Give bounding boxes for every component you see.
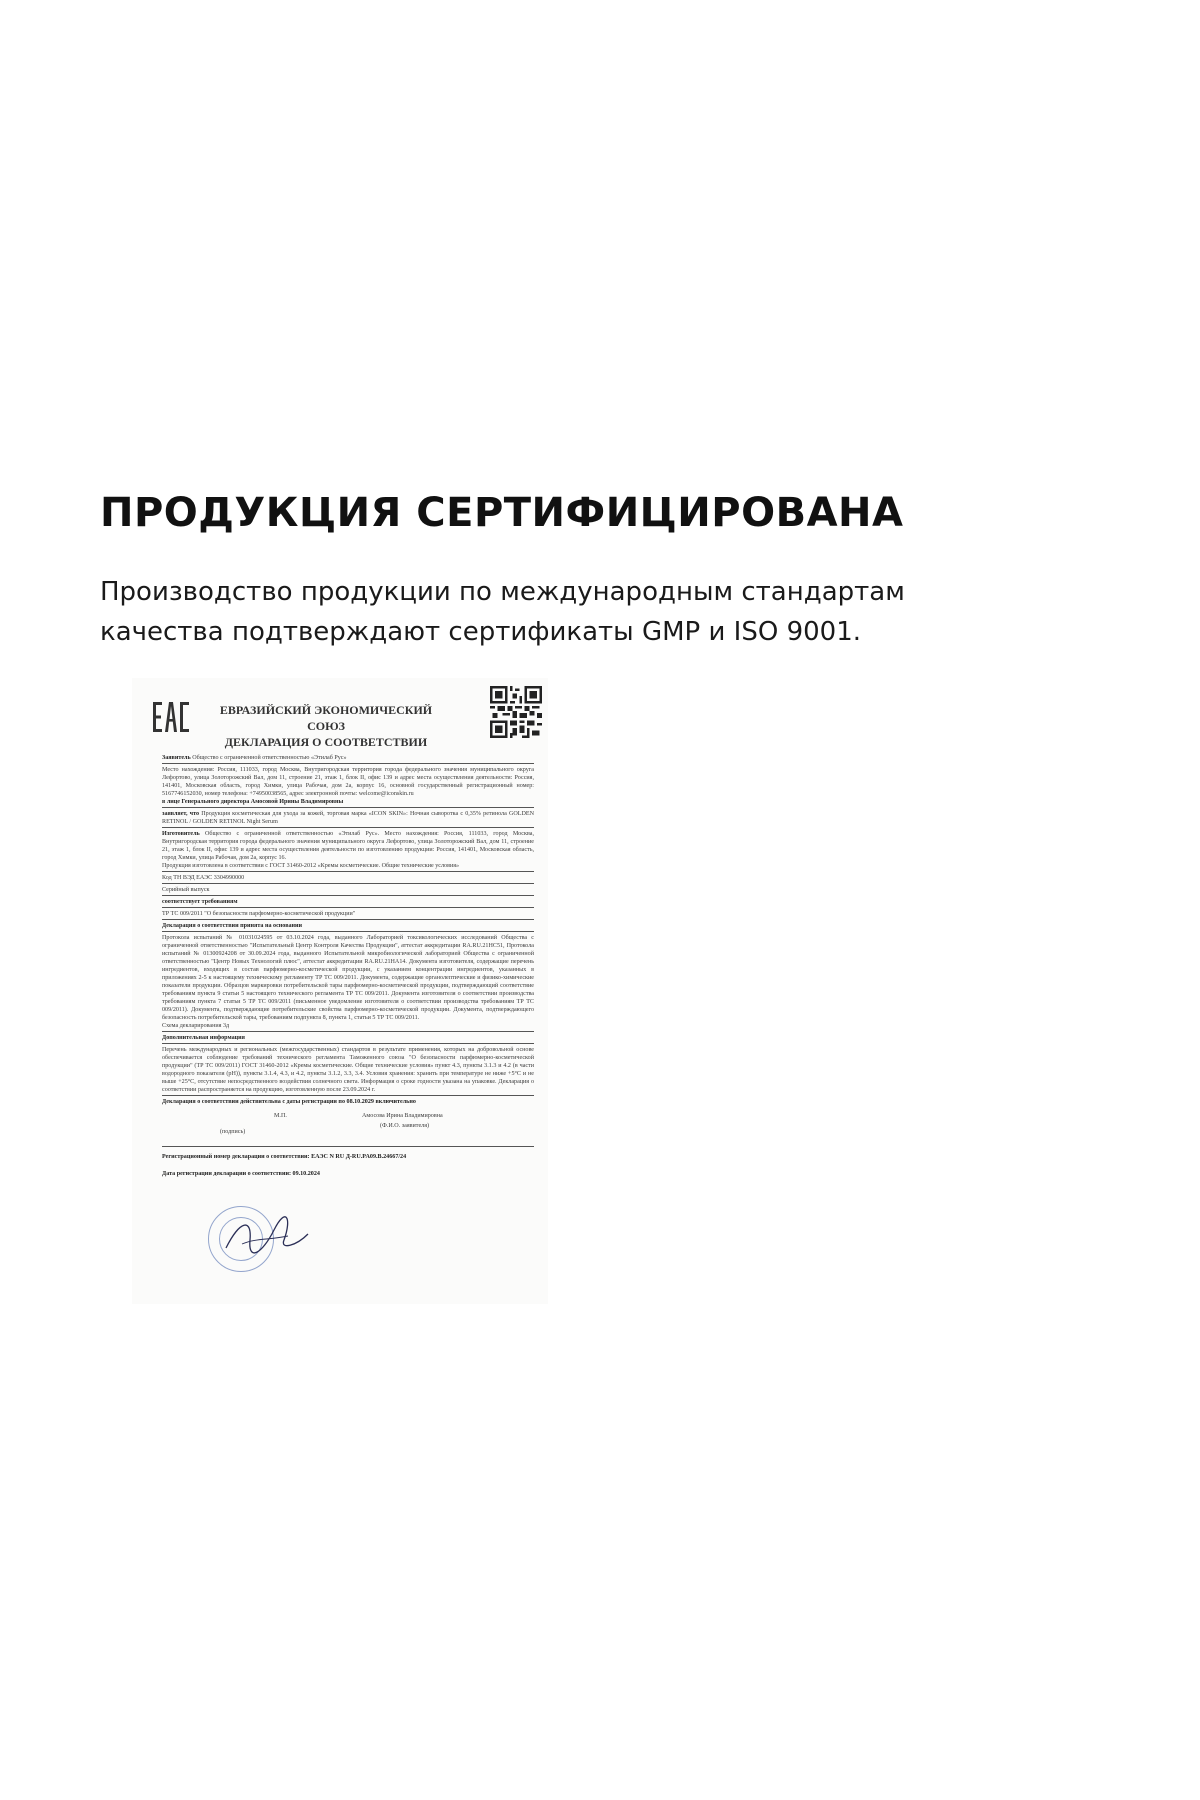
applicant: Общество с ограниченной ответственностью «Этилаб Рус» (192, 755, 347, 761)
technical-regulation: ТР ТС 009/2011 "О безопасности парфюмерно-косметической продукции" (162, 911, 356, 917)
declaration-of-conformity-image (132, 678, 548, 1304)
additional-info: Перечень международных и региональных (межгосударственных) стандартов в результате применения, которых на добровольной основе обеспечивается соблюдение требований технического регламента Таможенного союза "О безопасности парфюмерно-косметической продукции" (ТР ТС 009/2011) ГОСТ 31460-2012 «Кремы косметические. Общие технические условия» пункт 4.3, пункты 3.1.3 и 4.2 (в части водородного показателя (pH)), пункты 3.1.4, 4.3, и 4.2, пункты 3.1.2, 3.3, 3.4. Условия хранения: хранить при температуре не ниже +5°С и не выше +25°С, отсутствие непосредственного воздействия солнечного света. Информация о сроке годности указана на упаковке. Декларация о соответствии распространяется на продукцию, изготовленную после 23.09.2024 г. (162, 1047, 534, 1093)
document-title-line-1: ЕВРАЗИЙСКИЙ ЭКОНОМИЧЕСКИЙ СОЮЗ (219, 703, 433, 733)
basis-label: Декларация о соответствии принята на основании (162, 923, 303, 929)
declaration-text (162, 754, 534, 1178)
page-subtitle (100, 572, 1020, 652)
document-title-line-2: ДЕКЛАРАЦИЯ О СООТВЕТСТВИИ (224, 735, 428, 749)
subtitle-line-2: качества подтверждают сертификаты GMP и ISO 9001. (100, 617, 861, 647)
basis-text: Протокола испытаний № 01031024595 от 03.10.2024 года, выданного Лабораторией токсикологических исследований Общества с ограниченной ответственностью "Испытательный Центр Контроля Качества Продукции", аттестат аккредитации RA.RU.21HC51, Протокола испытаний № 01300924208 от 30.09.2024 года, выданного Испытательной микробиологической лабораторией Общества с ограниченной ответственностью "Центр Новых Технологий плюс", аттестат аккредитации RA.RU.21HA14. Документа изготовителя, содержащие перечень ингредиентов, входящих в состав парфюмерно-косметической продукции, с указанием концентрации ингредиентов, указанных в приложениях 2-5 к настоящему техническому регламенту ТР ТС 009/2011. Документа, содержащие органолептические и физико-химические показатели продукции. Образцов маркировки потребительской тары парфюмерно-косметической продукции, подтверждающий соответствие требованиям пункта 9 статьи 5 настоящего технического регламента ТР ТС 009/2011. Документа изготовителя о соответствии производства требованиям пункта 7 статьи 5 ТР ТС 009/2011 (письменное уведомление изготовителя о соответствии производства требованиям ТР ТС 009/2011). Документа, подтверждающие потребительские свойства парфюмерно-косметической продукции. Документа, подтверждающего безопасность потребительской тары, требованиям подпункта 8, пункта 1, статьи 5 ТР ТС 009/2011. (162, 935, 534, 1021)
signer-caption: (Ф.И.О. заявителя) (380, 1123, 430, 1129)
manufacturer-label: Изготовитель (162, 831, 200, 837)
manufacturer: Общество с ограниченной ответственностью «Этилаб Рус». Место нахождения: Россия, 111033, город Москва, Внутригородская территория города федерального значения муниципального округа Лефортово, улица Золоторожский Вал, дом 11, строение 21, этаж 1, блок II, офис 139 и адрес места осуществления деятельности по изготовлению продукции: Россия, 141401, Московская область, город Химки, улица Рабочая, дом 2а, корпус 16. (162, 831, 534, 861)
validity-period: Декларация о соответствии действительна с даты регистрации по 08.10.2029 включительно (162, 1099, 416, 1105)
product-description: Продукция косметическая для ухода за кожей, торговая марка «ICON SKIN»: Ночная сыворотка с 0,35% ретинола GOLDEN RETINOL / GOLDEN RETINOL Night Serum (162, 811, 535, 825)
serial-production: Серийный выпуск (162, 887, 210, 893)
signature-mark (222, 1210, 312, 1260)
signer-name: Амосова Ирина Владимировна (362, 1113, 443, 1119)
registration-number: Регистрационный номер декларации о соответствии: ЕАЭС N RU Д-RU.PA09.В.24667/24 (162, 1154, 407, 1160)
additional-info-label: Дополнительная информация (162, 1035, 245, 1041)
tn-ved-code: Код ТН ВЭД ЕАЭС 3304990000 (162, 875, 245, 881)
signature-caption: (подпись) (220, 1129, 246, 1135)
page-title: ПРОДУКЦИЯ СЕРТИФИЦИРОВАНА (100, 490, 904, 536)
qr-code-icon (490, 686, 542, 738)
applicant-address: Место нахождения: Россия, 111033, город Москва, Внутригородская территория города федерального значения муниципального округа Лефортово, улица Золоторожский Вал, дом 11, строение 21, этаж 1, блок II, офис 139 и адрес места осуществления деятельности: Россия, 141401, Московская область, город Химки, улица Рабочая, дом 2а, корпус 16, основной государственный регистрационный номер: 5167746152030, номер телефона: +74950038565, адрес электронной почты: welcome@iconskin.ru (162, 767, 534, 797)
declares-label: заявляет, что (162, 811, 200, 817)
representative: в лице Генерального директора Амосовой Ирины Владимировны (162, 799, 344, 805)
subtitle-line-1: Производство продукции по международным стандартам (100, 577, 905, 607)
product-standard: Продукция изготовлена в соответствии с ГОСТ 31460-2012 «Кремы косметические. Общие технические условия» (162, 863, 460, 869)
registration-date: Дата регистрации декларации о соответствии: 09.10.2024 (162, 1171, 320, 1177)
applicant-label: Заявитель (162, 755, 191, 761)
conforms-label: соответствует требованиям (162, 899, 238, 905)
declaration-scheme: Схема декларирования 3д (162, 1023, 230, 1029)
document-title (206, 702, 446, 750)
seal-mark: М.П. (274, 1113, 287, 1119)
eac-logo (152, 698, 190, 736)
